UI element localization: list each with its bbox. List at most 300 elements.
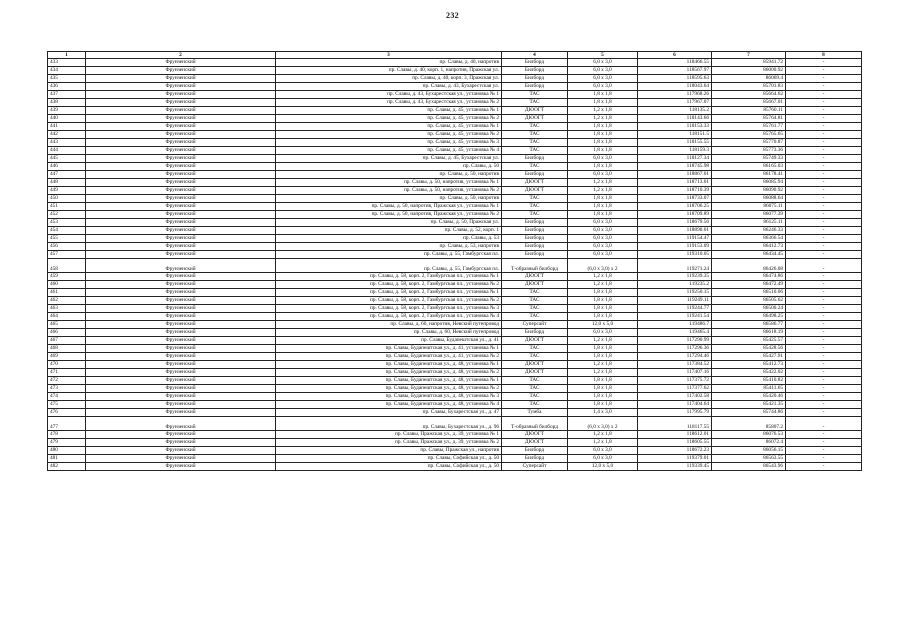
coord-x-cell: 118466.55 [638,59,712,67]
coord-y-cell: 85765.65 [712,131,786,139]
coord-x-cell: 118612.01 [638,431,712,439]
column-header: 5 [568,52,638,59]
row-number: 474 [48,393,86,401]
note-cell: - [786,59,862,67]
size-cell: 1,4 х 3,0 [568,409,638,417]
note-cell: - [786,321,862,329]
district-cell: Фрунзенский [86,337,276,345]
address-cell: пр. Славы, д. 53, напротив [276,243,502,251]
address-cell: пр. Славы, Будапештская ул., д. 41, установка № 2 [276,353,502,361]
coord-y-cell: 85941.72 [712,59,786,67]
note-cell: - [786,289,862,297]
district-cell: Фрунзенский [86,227,276,235]
coord-y-cell: 86165.03 [712,163,786,171]
coord-x-cell: 117375.72 [638,377,712,385]
table-body [48,59,862,471]
table-row [48,83,862,91]
coord-y-cell: 86500.24 [712,305,786,313]
coord-x-cell: 117377.62 [638,385,712,393]
table-row [48,235,862,243]
row-number: 458 [48,259,86,273]
coord-y-cell: 86056.15 [712,447,786,455]
table-row [48,211,862,219]
size-cell: 1,8 х 1,8 [568,203,638,211]
size-cell: (6,0 х 3,0) х 2 [568,417,638,431]
table-row [48,99,862,107]
row-number: 468 [48,345,86,353]
coord-y-cell: 85773.36 [712,147,786,155]
table-row [48,289,862,297]
district-cell: Фрунзенский [86,179,276,187]
type-cell: ТАС [502,385,568,393]
row-number: 475 [48,401,86,409]
coord-x-cell: 118153.33 [638,123,712,131]
district-cell: Фрунзенский [86,187,276,195]
note-cell: - [786,179,862,187]
note-cell: - [786,417,862,431]
note-cell: - [786,187,862,195]
address-cell: пр. Славы, д. 43, Бухарестская ул., установка № 2 [276,99,502,107]
row-number: 457 [48,251,86,259]
district-cell: Фрунзенский [86,297,276,305]
type-cell: Билборд [502,235,568,243]
coord-x-cell: 119379.01 [638,455,712,463]
coord-y-cell: 86498.25 [712,313,786,321]
address-cell: пр. Славы, д. 58, корп. 2, Гамбургская пл., установка № 4 [276,313,502,321]
size-cell: 1,2 х 1,8 [568,439,638,447]
size-cell: 12,0 х 5,0 [568,463,638,471]
row-number: 477 [48,417,86,431]
district-cell: Фрунзенский [86,463,276,471]
coord-y-cell: 85411.65 [712,385,786,393]
coord-x-cell: 118143.66 [638,115,712,123]
size-cell: 1,8 х 1,8 [568,313,638,321]
district-cell: Фрунзенский [86,431,276,439]
type-cell: ТАС [502,131,568,139]
row-number: 433 [48,59,86,67]
district-cell: Фрунзенский [86,401,276,409]
table-row [48,369,862,377]
coord-y-cell: 85764.81 [712,115,786,123]
district-cell: Фрунзенский [86,171,276,179]
table-row [48,139,862,147]
row-number: 439 [48,107,86,115]
district-cell: Фрунзенский [86,75,276,83]
type-cell: ДЮОГТ [502,187,568,195]
coord-y-cell: 85427.91 [712,353,786,361]
table-row [48,361,862,369]
note-cell: - [786,447,862,455]
coord-x-cell: 118745.98 [638,163,712,171]
size-cell: 1,2 х 1,8 [568,361,638,369]
district-cell: Фрунзенский [86,289,276,297]
coord-x-cell: 117296.36 [638,345,712,353]
note-cell: - [786,281,862,289]
coord-x-cell: 118135.2 [638,107,712,115]
address-cell: пр. Славы, д. 50, напротив, Пражская ул., установка № 1 [276,203,502,211]
size-cell: 1,2 х 1,8 [568,187,638,195]
district-cell: Фрунзенский [86,455,276,463]
note-cell: - [786,123,862,131]
type-cell: ТАС [502,163,568,171]
table-row [48,455,862,463]
coord-y-cell: 86069.4 [712,75,786,83]
note-cell: - [786,385,862,393]
type-cell: ТАС [502,377,568,385]
address-cell: пр. Славы, Будапештская ул., д. 48, установка № 1 [276,361,502,369]
type-cell: ТАС [502,401,568,409]
table-row [48,195,862,203]
table-row [48,155,862,163]
coord-y-cell: 85421.35 [712,401,786,409]
coord-y-cell: 85761.77 [712,123,786,131]
table-row [48,439,862,447]
address-cell: пр. Славы, Пражская ул., напротив [276,447,502,455]
address-cell: пр. Славы, д. 50, напротив [276,195,502,203]
table-row [48,409,862,417]
size-cell: 6,0 х 3,0 [568,155,638,163]
type-cell: Билборд [502,329,568,337]
coord-x-cell: 118117.55 [638,417,712,431]
note-cell: - [786,337,862,345]
row-number: 461 [48,289,86,297]
coord-y-cell: 85744.86 [712,409,786,417]
district-cell: Фрунзенский [86,83,276,91]
type-cell: ТАС [502,211,568,219]
address-cell: пр. Славы, Будапештская ул., д. 48, установка № 2 [276,369,502,377]
type-cell: ДЮОГТ [502,431,568,439]
size-cell: 1,8 х 1,8 [568,163,638,171]
size-cell: 1,8 х 1,8 [568,377,638,385]
coord-x-cell: 118706.25 [638,203,712,211]
coord-x-cell: 118605.55 [638,439,712,447]
size-cell: 1,8 х 1,8 [568,401,638,409]
type-cell: ТАС [502,99,568,107]
address-cell: пр. Славы, д. 58, корп. 2, Гамбургская пл., установка № 2 [276,297,502,305]
row-number: 466 [48,329,86,337]
size-cell: 1,2 х 1,8 [568,107,638,115]
district-cell: Фрунзенский [86,131,276,139]
coord-y-cell: 86072.4 [712,439,786,447]
note-cell: - [786,75,862,83]
coord-y-cell: 85701.83 [712,83,786,91]
row-number: 478 [48,431,86,439]
district-cell: Фрунзенский [86,219,276,227]
note-cell: - [786,313,862,321]
note-cell: - [786,393,862,401]
district-cell: Фрунзенский [86,155,276,163]
row-number: 462 [48,297,86,305]
type-cell: ТАС [502,123,568,131]
table-row [48,385,862,393]
address-cell: пр. Славы, д. 45, установка № 2 [276,131,502,139]
address-cell: пр. Славы, Будапештская ул., д. 41 [276,337,502,345]
coord-x-cell: 118713.01 [638,179,712,187]
address-cell: пр. Славы, д. 45, Бухарестская ул. [276,155,502,163]
note-cell: - [786,227,862,235]
row-number: 438 [48,99,86,107]
table-row [48,179,862,187]
row-number: 452 [48,211,86,219]
coord-y-cell: 86474.86 [712,273,786,281]
size-cell: 6,0 х 3,0 [568,455,638,463]
coord-y-cell: 86543.96 [712,463,786,471]
type-cell: Билборд [502,219,568,227]
coord-y-cell: 85807.2 [712,417,786,431]
note-cell: - [786,409,862,417]
type-cell: Билборд [502,83,568,91]
coord-y-cell: 85410.82 [712,377,786,385]
district-cell: Фрунзенский [86,377,276,385]
type-cell: Билборд [502,251,568,259]
coord-y-cell: 86586.77 [712,321,786,329]
table-row [48,463,862,471]
type-cell: ДЮОГТ [502,361,568,369]
type-cell: ТАС [502,289,568,297]
row-number: 455 [48,235,86,243]
size-cell: 1,8 х 1,8 [568,345,638,353]
coord-x-cell: 119241.54 [638,313,712,321]
coord-y-cell: 86246.33 [712,227,786,235]
address-cell: пр. Славы, д. 58, корп. 2, Гамбургская пл., установка № 1 [276,289,502,297]
size-cell: 1,2 х 1,8 [568,281,638,289]
size-cell: 1,8 х 1,8 [568,297,638,305]
coord-x-cell: 118155.55 [638,139,712,147]
coord-y-cell: 86472.49 [712,281,786,289]
coord-y-cell: 85770.87 [712,139,786,147]
size-cell: 1,8 х 1,8 [568,131,638,139]
size-cell: 6,0 х 3,0 [568,243,638,251]
district-cell: Фрунзенский [86,163,276,171]
type-cell: ДЮОГТ [502,115,568,123]
type-cell: ТАС [502,353,568,361]
row-number: 471 [48,369,86,377]
table-row [48,321,862,329]
table-row [48,107,862,115]
type-cell: Т-образный билборд [502,259,568,273]
coord-y-cell: 85425.57 [712,337,786,345]
coord-x-cell: 119235.2 [638,281,712,289]
coord-y-cell: 86426.08 [712,259,786,273]
row-number: 481 [48,455,86,463]
size-cell: 6,0 х 3,0 [568,251,638,259]
note-cell: - [786,195,862,203]
note-cell: - [786,329,862,337]
address-cell: пр. Славы, д. 45, установка № 1 [276,123,502,131]
table-row [48,313,862,321]
coord-y-cell: 86366.54 [712,235,786,243]
note-cell: - [786,163,862,171]
table-row [48,203,862,211]
address-cell: пр. Славы, д. 55, Гамбургская пл. [276,259,502,273]
type-cell: ТАС [502,393,568,401]
size-cell: 1,8 х 1,8 [568,99,638,107]
district-cell: Фрунзенский [86,195,276,203]
table-row [48,171,862,179]
coord-y-cell: 86563.55 [712,455,786,463]
coord-x-cell: 119153.09 [638,243,712,251]
coord-x-cell: 118127.34 [638,155,712,163]
type-cell: Билборд [502,171,568,179]
header-row [48,52,862,59]
address-cell: пр. Славы, д. 58, корп. 2, Гамбургская пл., установка № 2 [276,281,502,289]
size-cell: 6,0 х 3,0 [568,329,638,337]
address-cell: пр. Славы, Будапештская ул., д. 41, установка № 1 [276,345,502,353]
coord-x-cell: 117968.26 [638,91,712,99]
size-cell: 12,0 х 5,0 [568,321,638,329]
district-cell: Фрунзенский [86,139,276,147]
table-row [48,243,862,251]
coord-y-cell: 85422.02 [712,369,786,377]
table-row [48,131,862,139]
district-cell: Фрунзенский [86,147,276,155]
coord-y-cell: 86085.94 [712,179,786,187]
address-cell: пр. Славы, Бухарестская ул., д. 47 [276,409,502,417]
district-cell: Фрунзенский [86,115,276,123]
row-number: 449 [48,187,86,195]
type-cell: Билборд [502,455,568,463]
address-cell: пр. Славы, д. 60, напротив, Невский путепровод [276,321,502,329]
row-number: 447 [48,171,86,179]
coord-x-cell: 118867.01 [638,171,712,179]
type-cell: Суперсайт [502,321,568,329]
coord-x-cell: 119239.35 [638,273,712,281]
size-cell: 1,8 х 1,8 [568,353,638,361]
column-header: 2 [86,52,276,59]
address-cell: пр. Славы, д. 43, Бухарестская ул. [276,83,502,91]
type-cell: ДЮОГТ [502,107,568,115]
note-cell: - [786,353,862,361]
address-cell: пр. Славы, д. 45, установка № 1 [276,107,502,115]
address-cell: пр. Славы, Софийская ул., д. 50 [276,463,502,471]
type-cell: Билборд [502,447,568,455]
coord-y-cell: 86505.62 [712,297,786,305]
address-cell: пр. Славы, д. 40, корп. 3, Пражская ул. [276,75,502,83]
address-cell: пр. Славы, д. 50, напротив, установка № 2 [276,187,502,195]
district-cell: Фрунзенский [86,123,276,131]
table-row [48,251,862,259]
table-row [48,75,862,83]
address-cell: пр. Славы, д. 40, напротив [276,59,502,67]
coord-x-cell: 118710.39 [638,187,712,195]
row-number: 482 [48,463,86,471]
column-header: 3 [276,52,502,59]
coord-y-cell: 86125.11 [712,219,786,227]
table-row [48,345,862,353]
coord-x-cell: 118595.63 [638,75,712,83]
district-cell: Фрунзенский [86,243,276,251]
note-cell: - [786,259,862,273]
address-cell: пр. Славы, Будапештская ул., д. 48, установка № 4 [276,401,502,409]
type-cell: ТАС [502,147,568,155]
coord-x-cell: 118567.97 [638,67,712,75]
coord-x-cell: 117995.79 [638,409,712,417]
column-header: 4 [502,52,568,59]
note-cell: - [786,83,862,91]
address-cell: пр. Славы, д. 40, корп. 1, напротив, Пражская ул. [276,67,502,75]
table-row [48,297,862,305]
district-cell: Фрунзенский [86,59,276,67]
type-cell: ТАС [502,313,568,321]
district-cell: Фрунзенский [86,321,276,329]
row-number: 435 [48,75,86,83]
district-cell: Фрунзенский [86,345,276,353]
coord-x-cell: 118679.56 [638,219,712,227]
size-cell: 1,2 х 1,8 [568,337,638,345]
size-cell: 1,8 х 1,8 [568,393,638,401]
type-cell: ТАС [502,297,568,305]
note-cell: - [786,147,862,155]
coord-x-cell: 117407.16 [638,369,712,377]
coord-x-cell: 117384.52 [638,361,712,369]
type-cell: ТАС [502,91,568,99]
coord-y-cell: 85664.62 [712,91,786,99]
coord-x-cell: 118159.3 [638,147,712,155]
table-row [48,259,862,273]
note-cell: - [786,305,862,313]
size-cell: 1,2 х 1,8 [568,273,638,281]
table-row [48,353,862,361]
note-cell: - [786,251,862,259]
address-cell: пр. Славы, д. 58, корп. 2, Гамбургская пл., установка № 3 [276,305,502,313]
table-row [48,417,862,431]
note-cell: - [786,273,862,281]
coord-y-cell: 85760.11 [712,107,786,115]
row-number: 472 [48,377,86,385]
address-cell: пр. Славы, Пражская ул., д. 39, установка № 1 [276,431,502,439]
address-cell: пр. Славы, д. 53 [276,235,502,243]
table-row [48,147,862,155]
size-cell: 1,2 х 1,8 [568,369,638,377]
size-cell: 6,0 х 3,0 [568,171,638,179]
size-cell: 6,0 х 3,0 [568,67,638,75]
row-number: 440 [48,115,86,123]
type-cell: Билборд [502,227,568,235]
size-cell: 1,2 х 1,8 [568,179,638,187]
note-cell: - [786,345,862,353]
type-cell: ДЮОГТ [502,439,568,447]
note-cell: - [786,463,862,471]
row-number: 453 [48,219,86,227]
district-cell: Фрунзенский [86,281,276,289]
coord-y-cell: 86090.92 [712,187,786,195]
address-cell: пр. Славы, д. 43, Бухарестская ул., установка № 1 [276,91,502,99]
address-cell: пр. Славы, Бухарестская ул., д. 96 [276,417,502,431]
coord-x-cell: 117967.07 [638,99,712,107]
table-row [48,305,862,313]
column-header: 1 [48,52,86,59]
row-number: 456 [48,243,86,251]
table-row [48,59,862,67]
size-cell: 6,0 х 3,0 [568,219,638,227]
district-cell: Фрунзенский [86,313,276,321]
row-number: 464 [48,313,86,321]
type-cell: ДЮОГТ [502,281,568,289]
coord-y-cell: 86412.73 [712,243,786,251]
type-cell: Тумба [502,409,568,417]
note-cell: - [786,91,862,99]
row-number: 450 [48,195,86,203]
district-cell: Фрунзенский [86,409,276,417]
type-cell: Билборд [502,59,568,67]
row-number: 441 [48,123,86,131]
type-cell: ТАС [502,203,568,211]
table-row [48,91,862,99]
size-cell: 1,2 х 1,8 [568,431,638,439]
coord-x-cell: 119154.47 [638,235,712,243]
note-cell: - [786,203,862,211]
address-cell: пр. Славы, д. 45, установка № 2 [276,115,502,123]
